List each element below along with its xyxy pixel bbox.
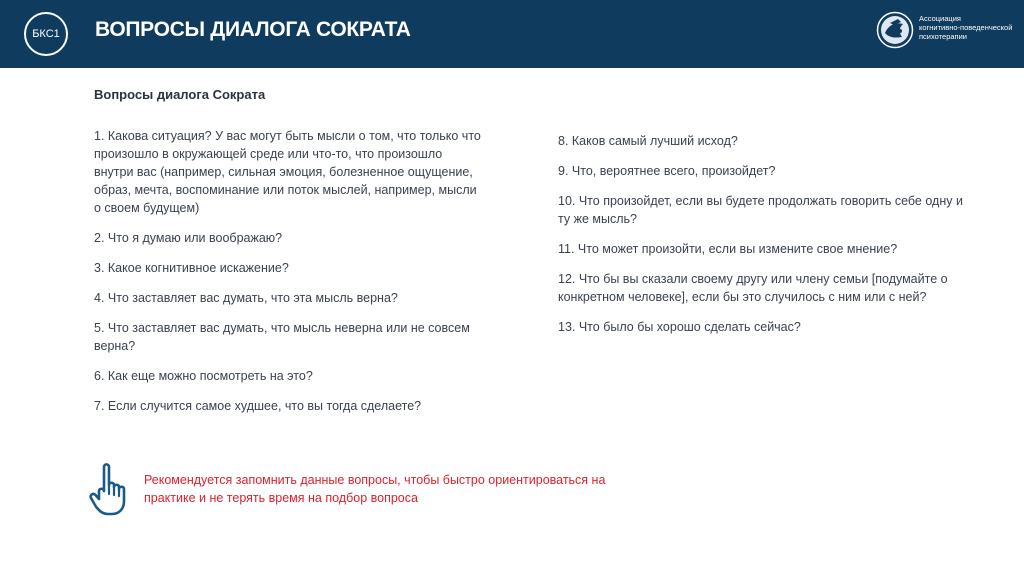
question-item: 3. Какое когнитивное искажение? [94,261,289,275]
logo-line: психотерапии [919,32,967,41]
logo-line: когнитивно-поведенческой [919,23,1013,32]
section-subtitle: Вопросы диалога Сократа [94,87,266,102]
questions-list-left [94,127,484,427]
question-item: 5. Что заставляет вас думать, что мысль неверна или не совсем верна? [94,321,470,353]
association-logo-icon [876,11,914,49]
question-item: 7. Если случится самое худшее, что вы тогда сделаете? [94,399,422,413]
question-item: 8. Каков самый лучший исход? [558,134,738,148]
question-item: 11. Что может произойти, если вы измените свое мнение? [558,242,898,256]
questions-list-right [558,132,968,348]
question-item: 10. Что произойдет, если вы будете продолжать говорить себе одну и ту же мысль? [558,194,963,226]
question-item: 12. Что бы вы сказали своему другу или члену семьи [подумайте о конкретном человеке], если бы это случилось с ним или с ней? [558,272,948,304]
recommendation-note: Рекомендуется запомнить данные вопросы, чтобы быстро ориентироваться на практике и не терять время на подбор вопроса [144,473,606,505]
association-name [919,14,1019,41]
question-item: 13. Что было бы хорошо сделать сейчас? [558,320,801,334]
section-badge: БКС1 [24,12,68,56]
logo-line: Ассоциация [919,14,961,23]
question-item: 9. Что, вероятнее всего, произойдет? [558,164,776,178]
pointing-hand-icon [88,461,132,517]
header-bar [0,0,1024,68]
question-item: 1. Какова ситуация? У вас могут быть мысли о том, что только что произошло в окружающей среде или что-то, что произошло внутри вас (например, сильная эмоция, болезненное ощущение, образ, мечта, воспоминание или поток мыслей, например, мысли о своем будущем) [94,129,481,215]
question-item: 6. Как еще можно посмотреть на это? [94,369,313,383]
page-title: ВОПРОСЫ ДИАЛОГА СОКРАТА [95,18,411,41]
question-item: 2. Что я думаю или воображаю? [94,231,283,245]
question-item: 4. Что заставляет вас думать, что эта мысль верна? [94,291,398,305]
